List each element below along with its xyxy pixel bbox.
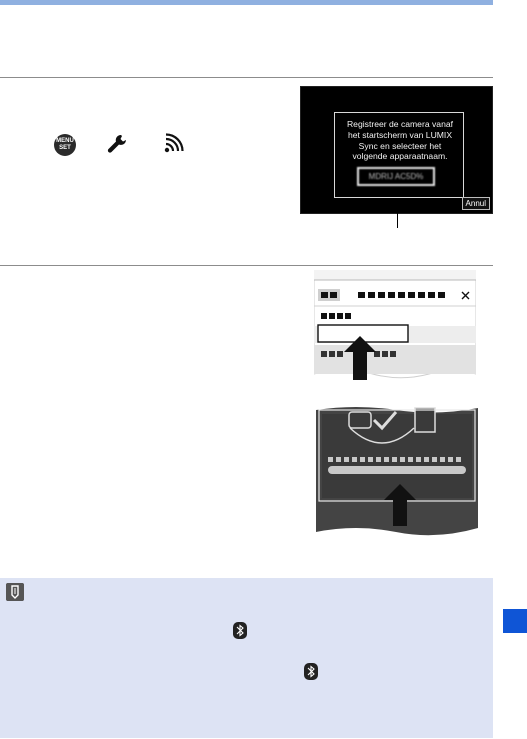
smartphone-device-list <box>314 270 476 380</box>
top-accent-bar <box>0 0 493 5</box>
camera-screen <box>300 86 493 214</box>
wrench-icon <box>106 133 128 155</box>
callout-line <box>397 203 398 228</box>
smartphone-register-screen <box>316 406 478 546</box>
note-panel <box>0 578 493 738</box>
cancel-button[interactable]: Annul <box>462 197 490 210</box>
bluetooth-icon <box>304 663 318 680</box>
wireless-icon <box>162 133 184 155</box>
section-divider <box>0 77 493 78</box>
menu-set-icon <box>54 134 76 156</box>
section-divider <box>0 265 493 266</box>
device-name: MDRIJ AC5D% <box>357 167 435 186</box>
camera-message: Registreer de camera vanaf het startscherm van LUMIX Sync en selecteer het volgende apparaatnaam. <box>346 119 454 162</box>
menu-set-label: MENU SET <box>56 138 74 151</box>
bluetooth-icon <box>233 622 247 639</box>
chapter-tab[interactable] <box>503 609 527 633</box>
note-icon <box>6 583 24 601</box>
